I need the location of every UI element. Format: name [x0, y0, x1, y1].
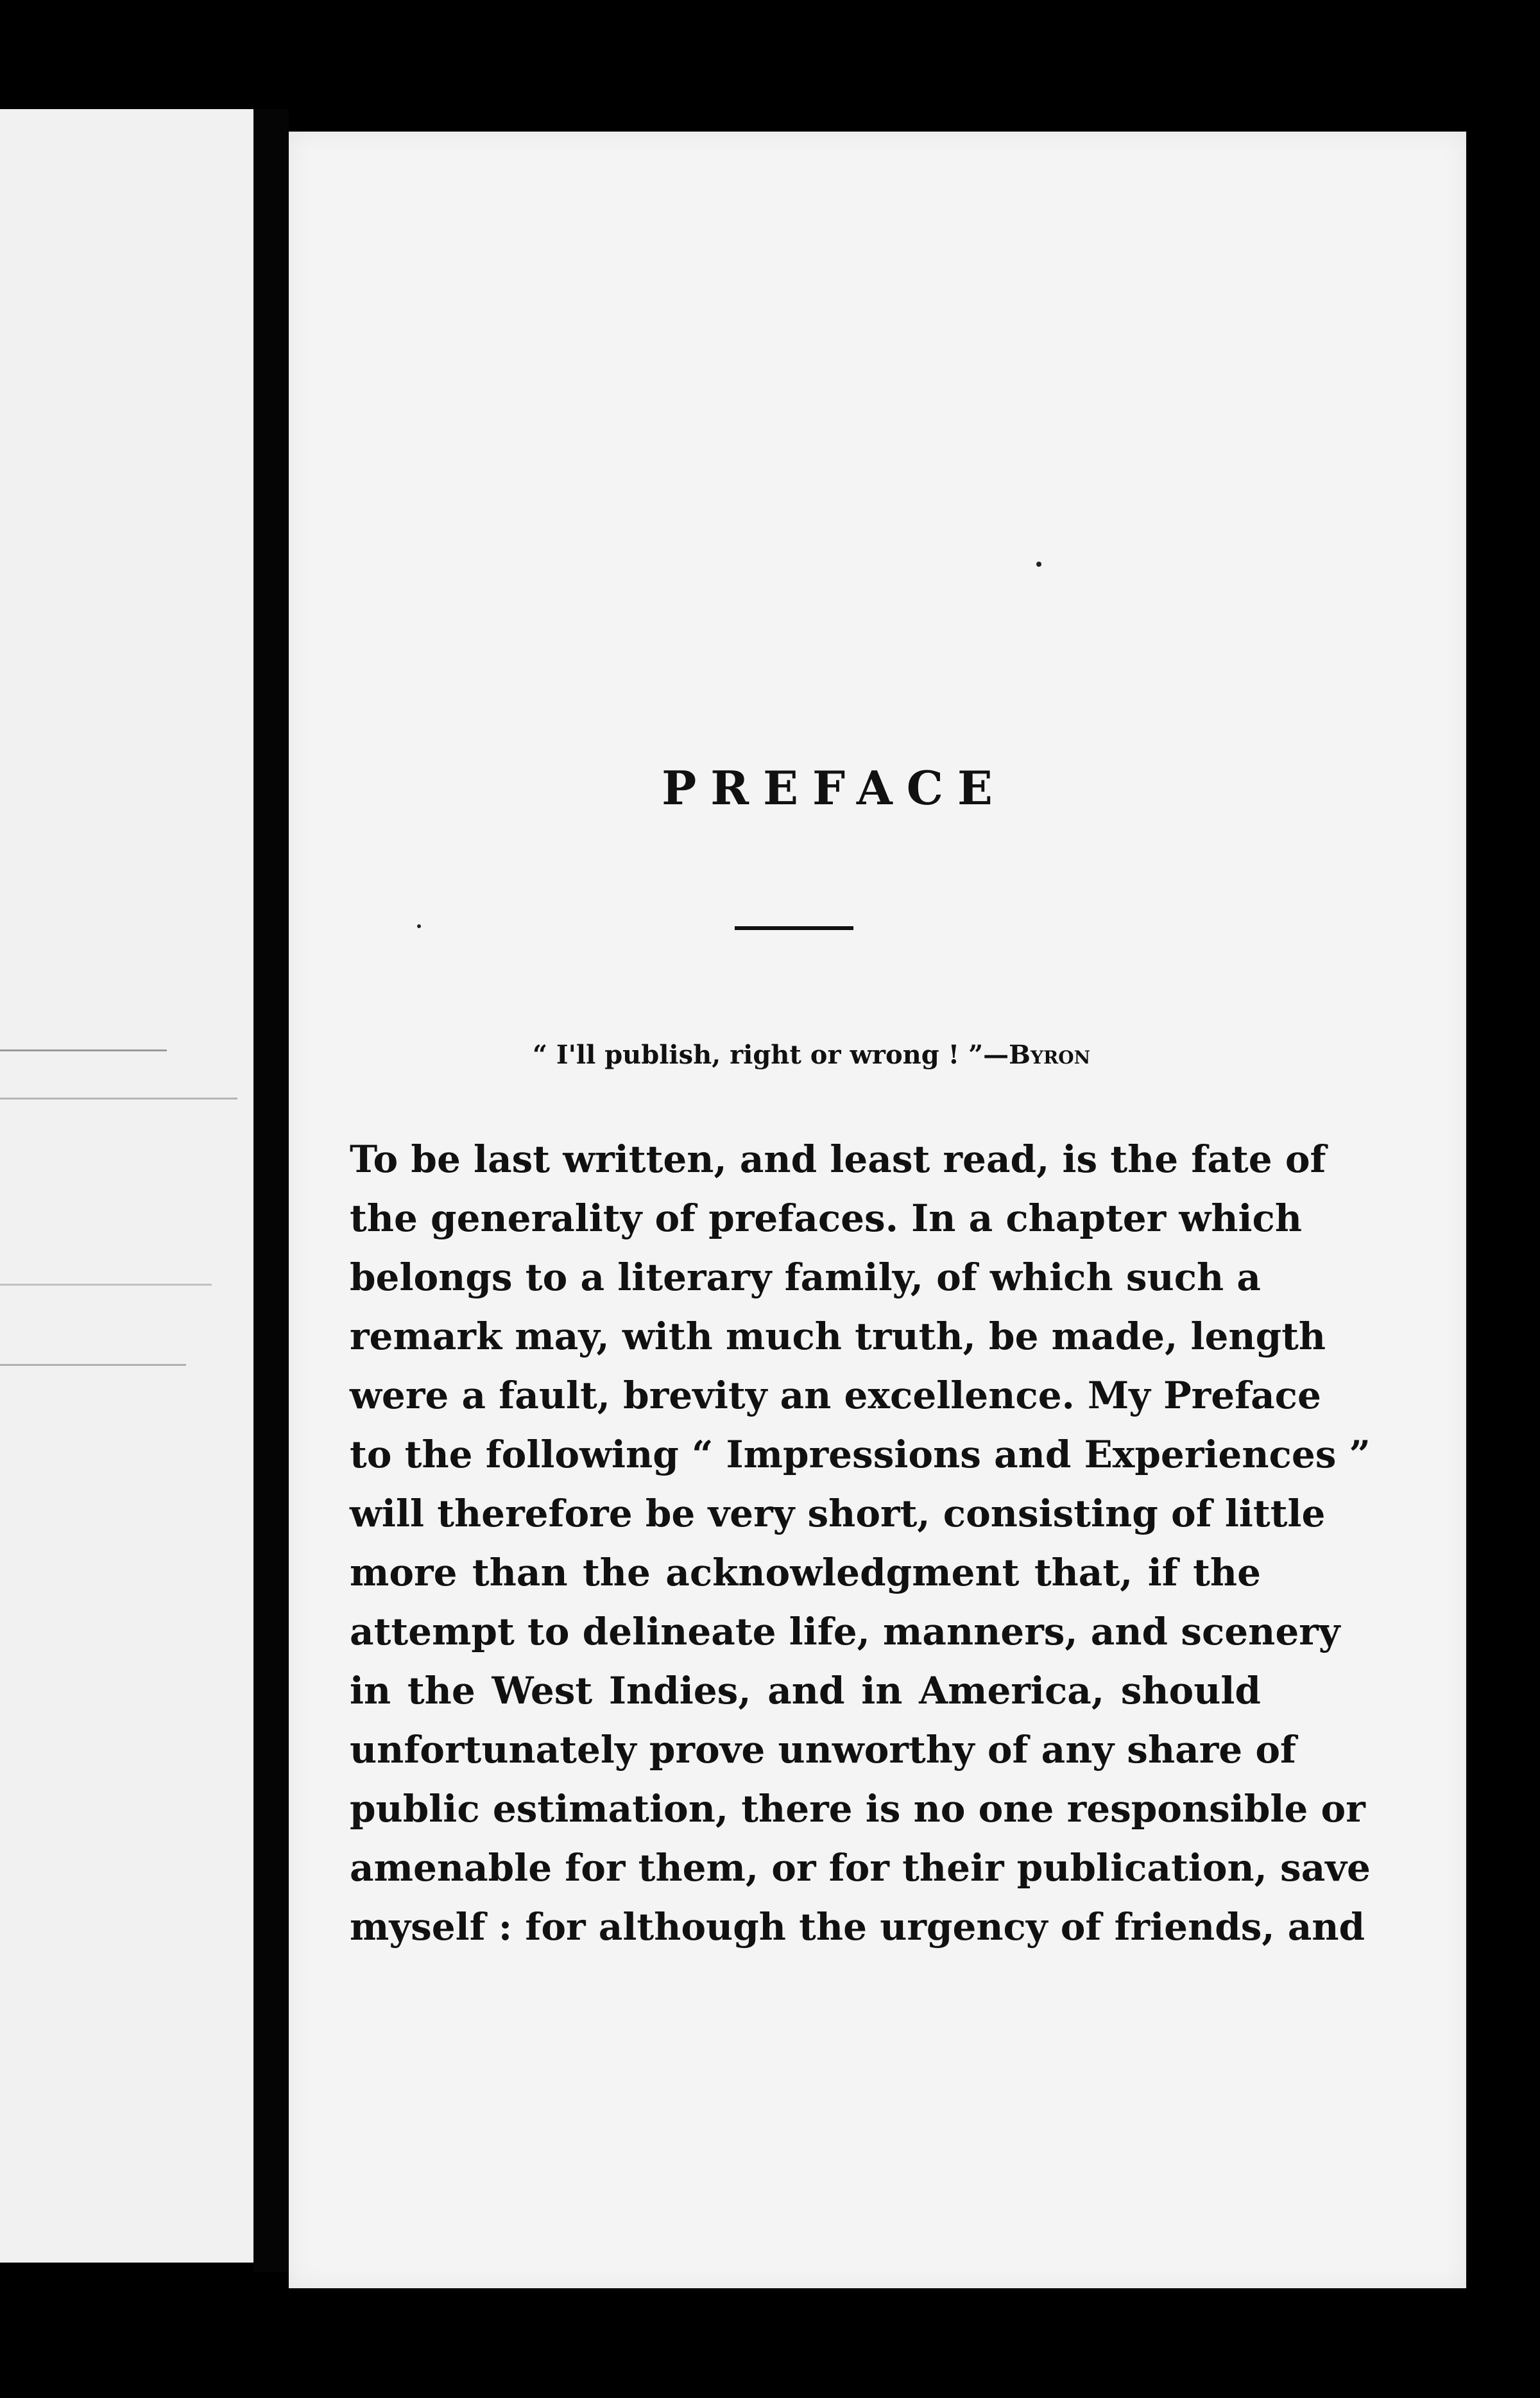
body-line: to the following “ Impressions and Experiences ” [350, 1433, 1371, 1476]
body-line: were a fault, brevity an excellence. My Preface [350, 1374, 1321, 1417]
body-line: in the West Indies, and in America, should [350, 1669, 1261, 1712]
epigraph [533, 1040, 1090, 1070]
body-line: the generality of prefaces. In a chapter which [350, 1196, 1303, 1240]
body-line: attempt to delineate life, manners, and scenery [350, 1610, 1340, 1653]
left-page-mark [0, 1049, 167, 1051]
body-line: amenable for them, or for their publication, save [350, 1846, 1371, 1890]
page-title: PREFACE [662, 761, 1007, 815]
left-page-mark [0, 1098, 237, 1100]
epigraph-author: Byron [1009, 1040, 1091, 1070]
ink-speck [417, 924, 421, 928]
body-line: To be last written, and least read, is the fate of [350, 1137, 1326, 1181]
left-page-mark [0, 1284, 212, 1286]
body-line: unfortunately prove unworthy of any share of [350, 1728, 1296, 1772]
ink-speck [1036, 562, 1041, 567]
title-divider [735, 926, 853, 930]
body-line: myself : for although the urgency of friends, and [350, 1905, 1365, 1949]
preface-body [350, 1130, 1371, 1956]
body-line: belongs to a literary family, of which such a [350, 1255, 1261, 1299]
body-line: more than the acknowledgment that, if the [350, 1551, 1261, 1594]
body-line: will therefore be very short, consisting of little [350, 1492, 1326, 1535]
left-page-edge [0, 109, 255, 2263]
epigraph-quote: “ I'll publish, right or wrong ! ”— [533, 1040, 1009, 1070]
body-line: public estimation, there is no one responsible or [350, 1787, 1365, 1831]
left-page-mark [0, 1364, 186, 1366]
body-line: remark may, with much truth, be made, length [350, 1315, 1326, 1358]
book-gutter [253, 109, 289, 2272]
